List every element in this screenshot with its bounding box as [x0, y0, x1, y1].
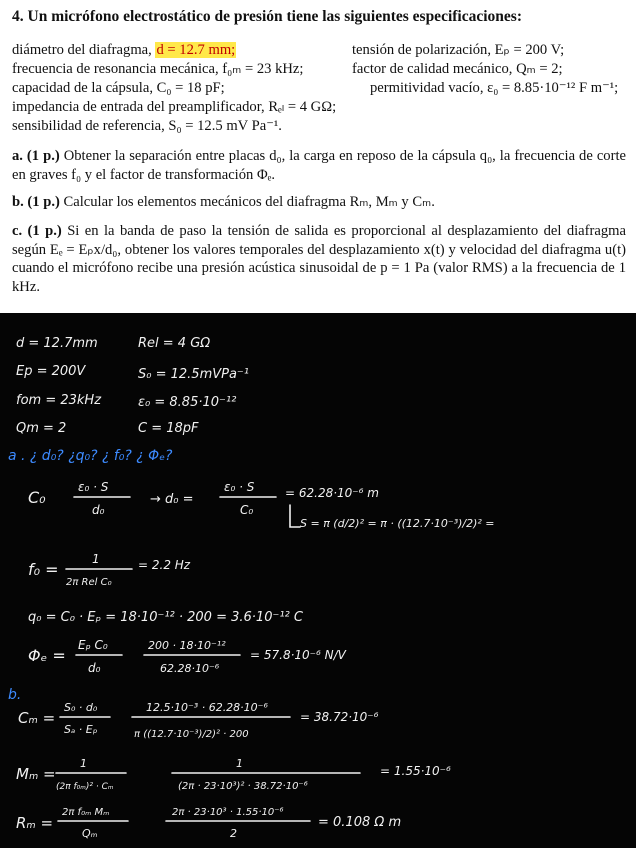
given-impedance: Rel = 4 GΩ — [138, 336, 211, 351]
q0-equation: q₀ = C₀ · Eₚ = 18·10⁻¹² · 200 = 3.6·10⁻¹² C — [28, 610, 303, 625]
spec-label: capacidad de la cápsula, — [12, 80, 157, 96]
spec-value: S₀ = 12.5 mV Pa⁻¹. — [168, 118, 282, 134]
given-polarization: Ep = 200V — [16, 364, 86, 379]
phi-den: d₀ — [88, 661, 101, 675]
spec-row-2 — [12, 60, 563, 78]
spec-right: factor de calidad mecánico, Qₘ = 2; — [352, 61, 563, 77]
given-capacitance: C = 18pF — [138, 421, 199, 436]
phi-lhs: Φₑ = — [28, 646, 66, 665]
phi-num: Eₚ C₀ — [78, 638, 108, 652]
given-permittivity: ε₀ = 8.85·10⁻¹² — [138, 395, 237, 410]
part-b — [12, 193, 626, 212]
part-a — [12, 147, 626, 184]
f0-lhs: f₀ = — [28, 560, 59, 579]
area-bracket — [290, 505, 300, 527]
part-c — [12, 222, 626, 296]
highlighted-diameter: d = 12.7 mm; — [156, 42, 236, 58]
rm-den2: 2 — [230, 827, 237, 840]
part-text: Si en la banda de paso la tensión de salida es proporcional al desplazamiento del diafragma según Eₑ = Eₚx/d₀, obtener los valores temporales del desplazamiento x(t) y velocidad del diafragma u(t) cuando el micrófono recibe una presión acústica sinusoidal de p = 1 Pa (valor RMS) a la frecuencia de 1 kHz. — [12, 223, 626, 295]
spec-row-3 — [12, 79, 619, 97]
c0-den: d₀ — [92, 503, 105, 517]
given-diameter: d = 12.7mm — [16, 336, 98, 351]
c0-num: ε₀ · S — [78, 480, 109, 494]
spec-row-5 — [12, 117, 282, 135]
part-text: Obtener la separación entre placas d₀, la carga en reposo de la cápsula q₀, la frecuencia de corte en graves f₀ y el factor de transformación Φₑ. — [12, 148, 626, 183]
spec-label: diámetro del diafragma, — [12, 42, 156, 58]
part-label: c. (1 p.) — [12, 223, 62, 239]
given-resonance: fom = 23kHz — [16, 393, 102, 408]
spec-label: frecuencia de resonancia mecánica, — [12, 61, 223, 77]
cm-lhs: Cₘ = — [18, 709, 56, 727]
problem-title: 4. Un micrófono electrostático de presión tiene las siguientes especificaciones: — [12, 8, 522, 25]
part-label: b. (1 p.) — [12, 194, 60, 210]
part-b-label: b. — [8, 687, 22, 703]
problem-statement — [0, 0, 636, 313]
spec-row-1 — [12, 41, 565, 59]
spec-label: impedancia de entrada del preamplificador, — [12, 99, 269, 115]
part-label: a. (1 p.) — [12, 148, 60, 164]
notes-canvas — [0, 313, 636, 848]
rm-den: Qₘ — [82, 827, 98, 840]
handwritten-notes — [0, 313, 636, 848]
c0-lhs: C₀ — [28, 488, 46, 507]
rm-num: 2π f₀ₘ Mₘ — [62, 807, 110, 818]
cm-den2: π ((12.7·10⁻³)/2)² · 200 — [134, 729, 249, 740]
cm-num2: 12.5·10⁻³ · 62.28·10⁻⁶ — [146, 701, 268, 714]
spec-right: permitividad vacío, ε₀ = 8.85·10⁻¹² F m⁻¹; — [370, 80, 619, 96]
phi-result: = 57.8·10⁻⁶ N/V — [250, 648, 346, 662]
area-formula: S = π (d/2)² = π · ((12.7·10⁻³)/2)² = — [300, 517, 495, 530]
spec-value: f₀ₘ = 23 kHz; — [222, 61, 304, 77]
spec-row-4 — [12, 98, 336, 116]
mm-den: (2π f₀ₘ)² · Cₘ — [56, 782, 114, 792]
spec-label: sensibilidad de referencia, — [12, 118, 169, 134]
spec-value: C₀ = 18 pF; — [156, 80, 225, 96]
f0-den: 2π Rel C₀ — [66, 577, 112, 588]
given-sensitivity: S₀ = 12.5mVPa⁻¹ — [138, 367, 250, 382]
mm-num2: 1 — [236, 757, 243, 770]
given-quality: Qm = 2 — [16, 421, 67, 436]
cm-den: Sₐ · Eₚ — [64, 723, 98, 736]
mm-lhs: Mₘ = — [16, 765, 56, 783]
rm-lhs: Rₘ = — [16, 814, 54, 832]
spec-value: Rₑₗ = 4 GΩ; — [268, 99, 337, 115]
rm-result: = 0.108 Ω m — [318, 815, 402, 830]
f0-result: = 2.2 Hz — [138, 558, 191, 572]
d0-result: = 62.28·10⁻⁶ m — [285, 486, 379, 500]
spec-right: tensión de polarización, Eₚ = 200 V; — [352, 42, 565, 58]
f0-num: 1 — [92, 552, 100, 566]
cm-result: = 38.72·10⁻⁶ — [300, 710, 379, 724]
mm-result: = 1.55·10⁻⁶ — [380, 764, 451, 778]
mm-num: 1 — [80, 757, 87, 770]
d0-num: ε₀ · S — [224, 480, 255, 494]
rm-num2: 2π · 23·10³ · 1.55·10⁻⁶ — [172, 807, 284, 818]
phi-num2: 200 · 18·10⁻¹² — [148, 639, 226, 652]
d0-arrow: → d₀ = — [150, 492, 194, 507]
phi-den2: 62.28·10⁻⁶ — [160, 662, 220, 675]
cm-num: S₀ · d₀ — [64, 701, 98, 714]
question-a: a . ¿ d₀? ¿q₀? ¿ f₀? ¿ Φₑ? — [8, 448, 173, 464]
d0-den: C₀ — [240, 503, 254, 517]
mm-den2: (2π · 23·10³)² · 38.72·10⁻⁶ — [178, 781, 308, 792]
part-text: Calcular los elementos mecánicos del diafragma Rₘ, Mₘ y Cₘ. — [59, 194, 435, 210]
